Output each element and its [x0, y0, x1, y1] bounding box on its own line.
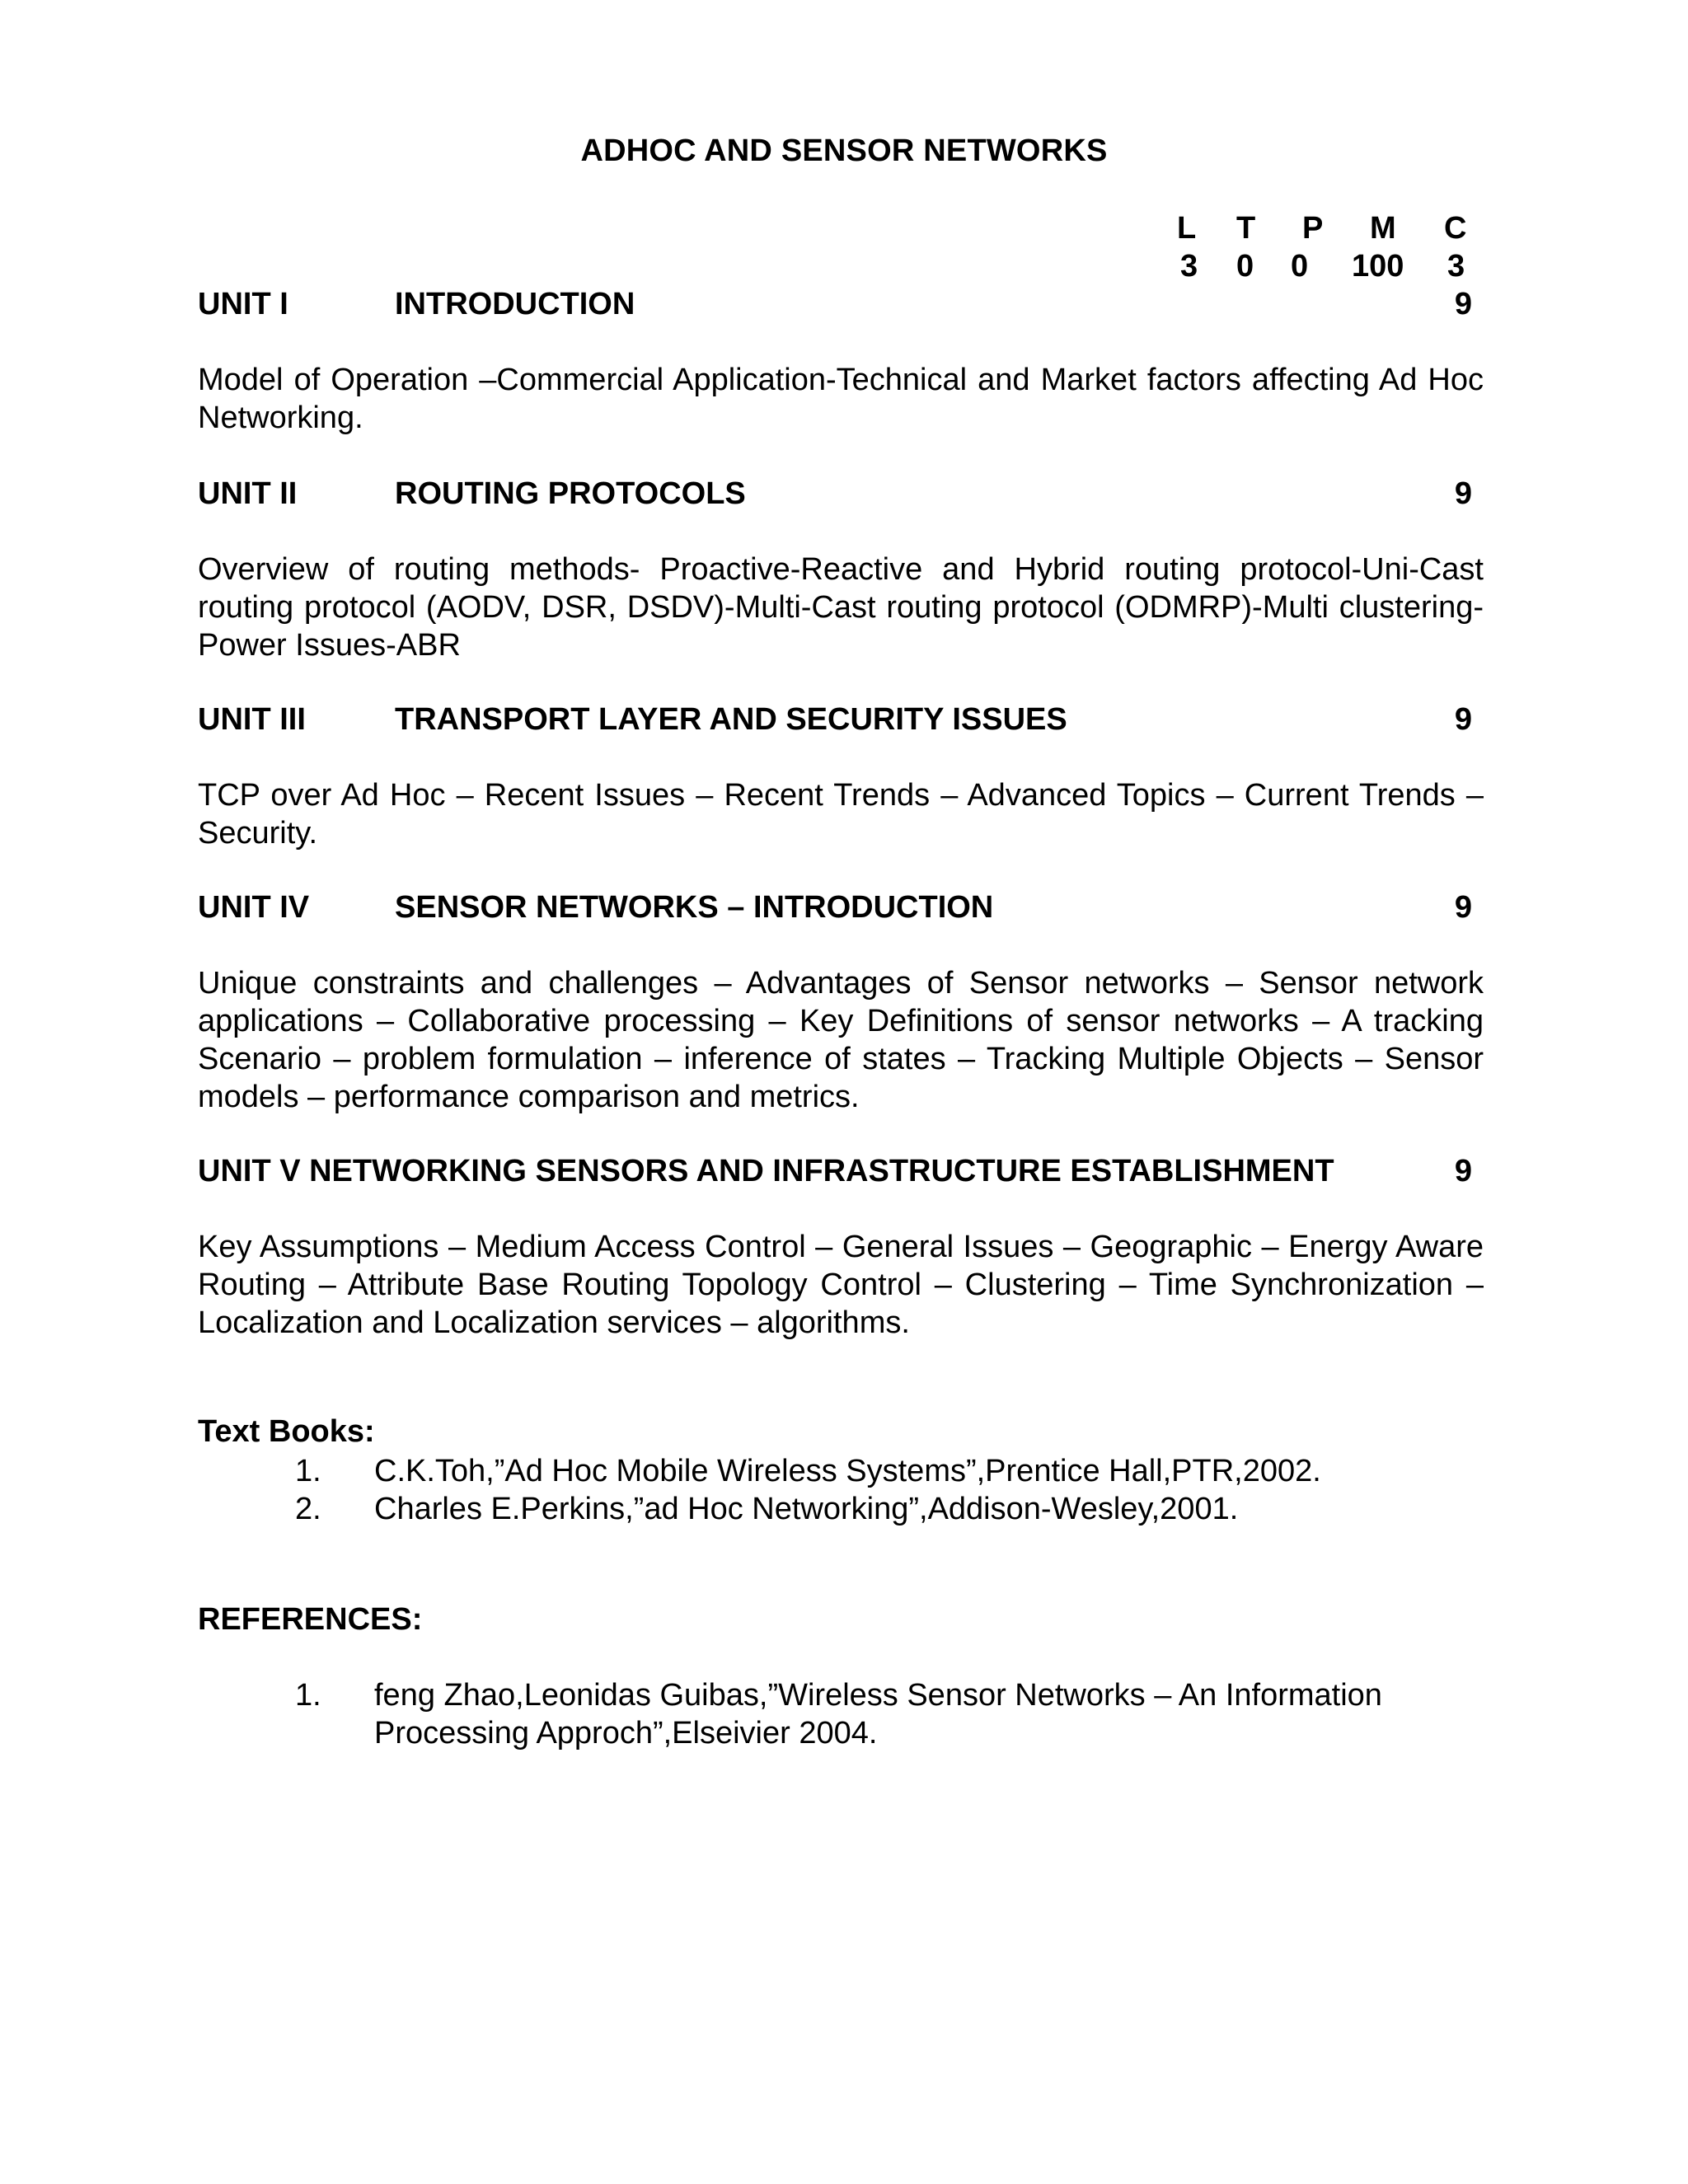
unit-5-header	[198, 1154, 1484, 1192]
credits-header-c: C	[1444, 211, 1467, 246]
list-item-text: C.K.Toh,”Ad Hoc Mobile Wireless Systems”,Prentice Hall,PTR,2002.	[374, 1454, 1321, 1488]
credits-value-c: 3	[1447, 249, 1465, 284]
unit-2-header	[198, 476, 1484, 514]
credits-header-p: P	[1302, 211, 1324, 246]
unit-2-label: UNIT II	[198, 476, 298, 511]
unit-5-title: UNIT V NETWORKING SENSORS AND INFRASTRUCTURE ESTABLISHMENT	[198, 1154, 1334, 1188]
list-item	[198, 1490, 1484, 1528]
unit-3-label: UNIT III	[198, 702, 306, 737]
unit-1-label: UNIT I	[198, 287, 288, 321]
text-books-heading: Text Books:	[198, 1414, 375, 1449]
unit-4-title: SENSOR NETWORKS – INTRODUCTION	[395, 890, 994, 925]
page-title: ADHOC AND SENSOR NETWORKS	[580, 134, 1108, 168]
unit-5-content: Key Assumptions – Medium Access Control – General Issues – Geographic – Energy Aware Routing – Attribute Base Routing Topology Control – Clustering – Time Synchronization – Localization and Localization services – algorithms.	[198, 1230, 1484, 1340]
credits-value-p: 0	[1291, 249, 1309, 284]
unit-4-hours: 9	[1454, 890, 1472, 925]
unit-1-content: Model of Operation –Commercial Application-Technical and Market factors affecting Ad Hoc Networking.	[198, 363, 1484, 435]
list-item-number: 2.	[295, 1492, 321, 1526]
credits-value-m: 100	[1352, 249, 1404, 284]
credits-values-row	[0, 249, 1688, 287]
list-item-text: Charles E.Perkins,”ad Hoc Networking”,Addison-Wesley,2001.	[374, 1492, 1239, 1526]
credits-header-t: T	[1236, 211, 1256, 246]
unit-3-content: TCP over Ad Hoc – Recent Issues – Recent Trends – Advanced Topics – Current Trends – Security.	[198, 778, 1484, 851]
unit-2-hours: 9	[1454, 476, 1472, 511]
credits-header-l: L	[1177, 211, 1197, 246]
unit-5-hours: 9	[1454, 1154, 1472, 1188]
unit-1-title: INTRODUCTION	[395, 287, 635, 321]
unit-1-hours: 9	[1454, 287, 1472, 321]
unit-3-header	[198, 702, 1484, 740]
unit-4-label: UNIT IV	[198, 890, 310, 925]
unit-2-content: Overview of routing methods- Proactive-Reactive and Hybrid routing protocol-Uni-Cast routing protocol (AODV, DSR, DSDV)-Multi-Cast routing protocol (ODMRP)-Multi clustering-Power Issues-ABR	[198, 552, 1484, 663]
list-item	[198, 1676, 1484, 1752]
unit-3-title: TRANSPORT LAYER AND SECURITY ISSUES	[395, 702, 1067, 737]
credits-header-row	[0, 211, 1688, 249]
unit-4-header	[198, 890, 1484, 928]
list-item-text: feng Zhao,Leonidas Guibas,”Wireless Sensor Networks – An Information Processing Approch”,Elseivier 2004.	[374, 1678, 1382, 1750]
credits-value-l: 3	[1180, 249, 1198, 284]
references-heading: REFERENCES:	[198, 1602, 423, 1637]
unit-2-title: ROUTING PROTOCOLS	[395, 476, 746, 511]
list-item-number: 1.	[295, 1678, 321, 1713]
list-item	[198, 1452, 1484, 1490]
list-item-number: 1.	[295, 1454, 321, 1488]
credits-header-m: M	[1370, 211, 1396, 246]
unit-1-header	[198, 287, 1484, 325]
unit-4-content: Unique constraints and challenges – Advantages of Sensor networks – Sensor network applications – Collaborative processing – Key Definitions of sensor networks – A tracking Scenario – problem formulation – inference of states – Tracking Multiple Objects – Sensor models – performance comparison and metrics.	[198, 966, 1484, 1114]
text-books-list	[198, 1452, 1484, 1528]
credits-value-t: 0	[1236, 249, 1254, 284]
unit-3-hours: 9	[1454, 702, 1472, 737]
references-list	[198, 1676, 1484, 1752]
